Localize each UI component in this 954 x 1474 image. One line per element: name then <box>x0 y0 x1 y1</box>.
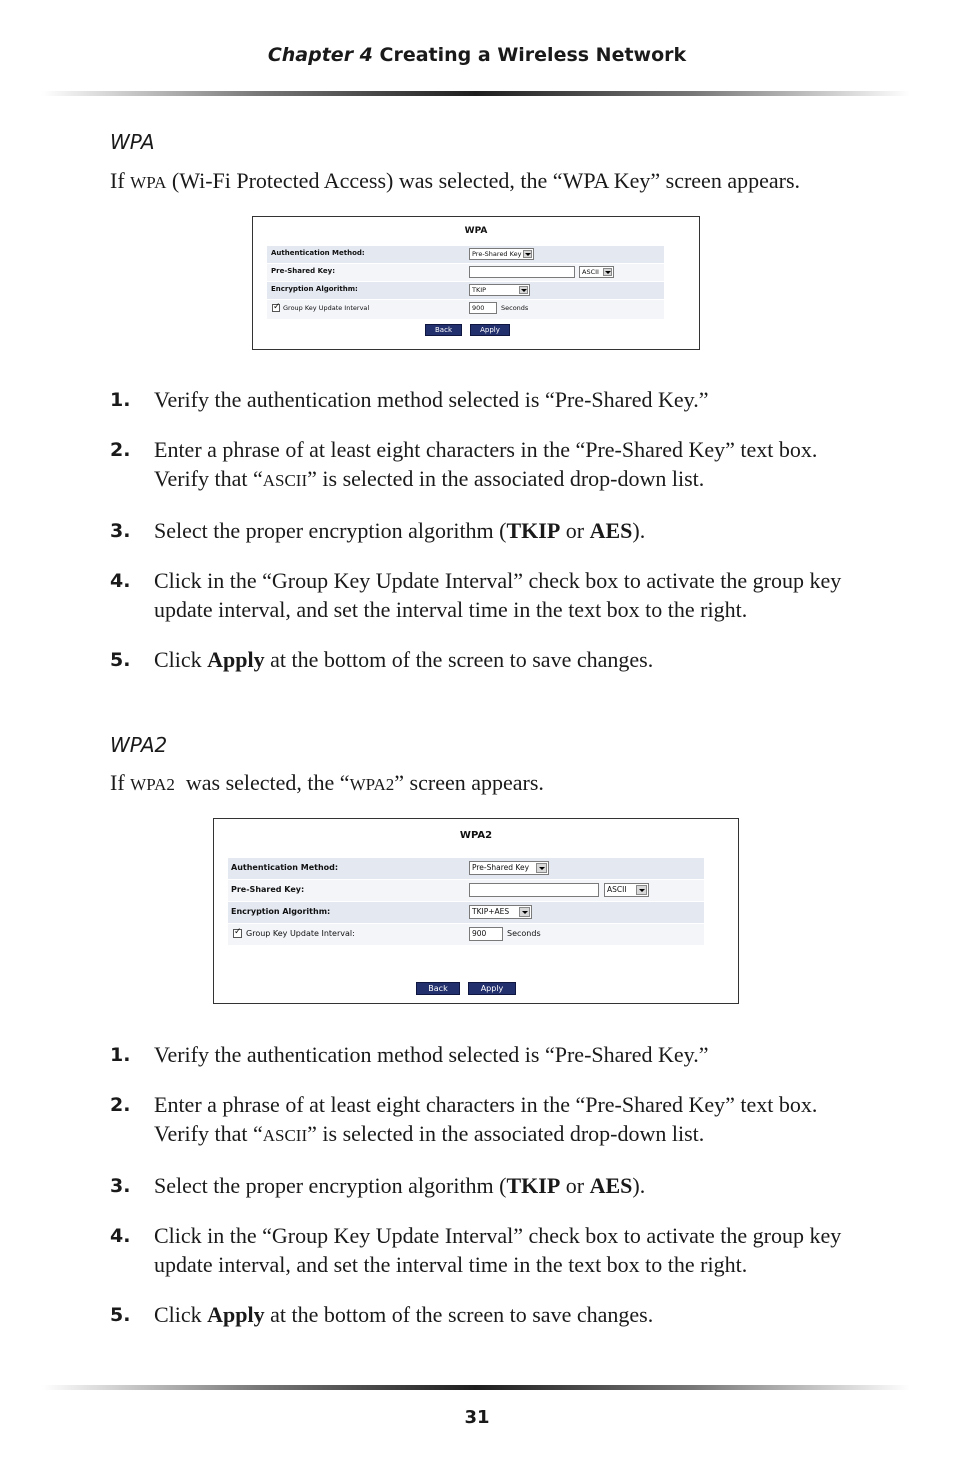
chevron-down-icon <box>636 885 647 895</box>
chevron-down-icon <box>536 863 547 873</box>
encryption-label: Encryption Algorithm: <box>271 285 358 293</box>
psk-row <box>228 880 704 902</box>
apply-button[interactable]: Apply <box>470 324 510 336</box>
auth-method-select[interactable]: Pre-Shared Key <box>469 248 534 260</box>
wpa-screenshot <box>252 216 700 350</box>
chevron-down-icon <box>519 286 528 294</box>
gkui-unit: Seconds <box>501 304 529 312</box>
gkui-input[interactable]: 900 <box>469 302 497 314</box>
chevron-down-icon <box>603 268 612 276</box>
header-rule <box>42 91 910 96</box>
gkui-checkbox[interactable] <box>272 304 280 312</box>
wpa-steps <box>110 385 870 695</box>
back-button[interactable]: Back <box>416 982 460 995</box>
list-item: 5. Click Apply at the bottom of the screen to save changes. <box>110 1302 654 1327</box>
auth-row <box>228 858 704 880</box>
gkui-input[interactable]: 900 <box>469 927 503 941</box>
chapter-label: Chapter 4 <box>267 44 373 66</box>
apply-button[interactable]: Apply <box>468 982 516 995</box>
list-item: 5. Click Apply at the bottom of the screen to save changes. <box>110 647 654 672</box>
list-item: 2. Enter a phrase of at least eight characters in the “Pre-Shared Key” text box. Verify that “ASCII” is selected in the associated drop-down list. <box>110 1092 818 1146</box>
encryption-select[interactable]: TKIP <box>469 284 530 296</box>
list-item: 4. Click in the “Group Key Update Interval” check box to activate the group key update interval, and set the interval time in the text box to the right. <box>110 1223 842 1277</box>
psk-row <box>267 264 664 282</box>
list-item: 1. Verify the authentication method selected is “Pre-Shared Key.” <box>110 387 709 412</box>
psk-label: Pre-Shared Key: <box>271 267 336 275</box>
screen-title: WPA <box>464 226 488 236</box>
psk-input[interactable] <box>469 883 599 897</box>
auth-label: Authentication Method: <box>271 249 365 257</box>
encryption-row <box>228 902 704 924</box>
list-item: 3. Select the proper encryption algorithm (TKIP or AES). <box>110 1173 646 1198</box>
wpa2-intro: If WPA2 was selected, the “WPA2” screen appears. <box>110 770 544 795</box>
encryption-label: Encryption Algorithm: <box>231 907 331 916</box>
key-format-select[interactable]: ASCII <box>579 266 614 278</box>
section-heading-wpa: WPA <box>110 130 155 154</box>
psk-label: Pre-Shared Key: <box>231 885 305 894</box>
screen-title: WPA2 <box>459 830 493 841</box>
list-item: 1. Verify the authentication method selected is “Pre-Shared Key.” <box>110 1042 709 1067</box>
list-item: 2. Enter a phrase of at least eight characters in the “Pre-Shared Key” text box. Verify that “ASCII” is selected in the associated drop-down list. <box>110 437 818 491</box>
auth-label: Authentication Method: <box>231 863 339 872</box>
encryption-select[interactable]: TKIP+AES <box>469 905 532 919</box>
key-format-select[interactable]: ASCII <box>604 883 649 897</box>
wpa2-steps <box>110 1040 870 1350</box>
gkui-label: Group Key Update Interval: <box>246 929 355 938</box>
gkui-row <box>267 300 664 320</box>
gkui-checkbox[interactable] <box>233 929 242 938</box>
wpa2-screenshot <box>213 818 739 1004</box>
auth-row <box>267 246 664 264</box>
chevron-down-icon <box>519 907 530 917</box>
chapter-title: Creating a Wireless Network <box>379 44 687 66</box>
list-item: 4. Click in the “Group Key Update Interval” check box to activate the group key update interval, and set the interval time in the text box to the right. <box>110 568 842 622</box>
gkui-row <box>228 924 704 946</box>
section-heading-wpa2: WPA2 <box>110 733 168 757</box>
gkui-unit: Seconds <box>507 929 541 938</box>
chevron-down-icon <box>523 250 532 258</box>
page-header <box>0 44 954 66</box>
wpa-intro: If WPA (Wi-Fi Protected Access) was selected, the “WPA Key” screen appears. <box>110 168 801 193</box>
psk-input[interactable] <box>469 266 575 278</box>
list-item: 3. Select the proper encryption algorithm (TKIP or AES). <box>110 518 646 543</box>
page-number: 31 <box>464 1407 490 1428</box>
auth-method-select[interactable]: Pre-Shared Key <box>469 861 549 875</box>
encryption-row <box>267 282 664 300</box>
back-button[interactable]: Back <box>425 324 462 336</box>
footer-rule <box>42 1385 910 1390</box>
gkui-label: Group Key Update Interval <box>283 304 370 312</box>
